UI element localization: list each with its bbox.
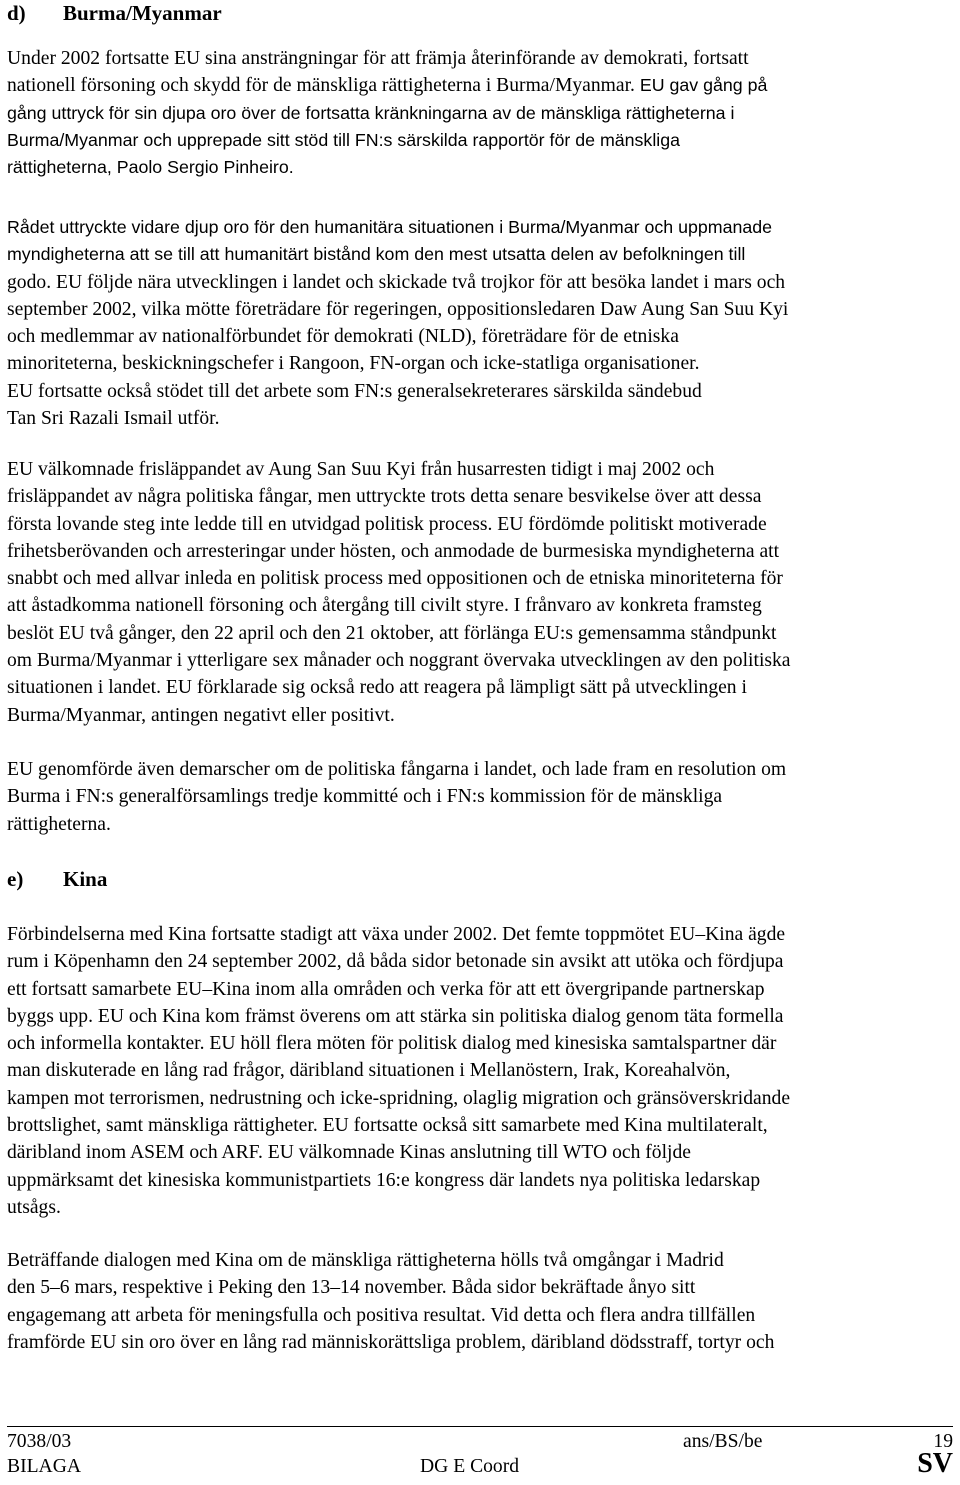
text-line: Burma/Myanmar och upprepade sitt stöd till FN:s särskilda rapportör för de mänskliga <box>7 129 681 150</box>
text-line: Burma/Myanmar, antingen negativt eller positivt. <box>7 704 395 726</box>
text-line: utsågs. <box>7 1196 61 1218</box>
text-line: framförde EU sin oro över en lång rad människorättsliga problem, däribland dödsstraff, tortyr och <box>7 1331 775 1353</box>
text-line: EU genomförde även demarscher om de politiska fångarna i landet, och lade fram en resolution om <box>7 759 787 780</box>
text-line: snabbt och med allvar inleda en politisk process med oppositionen och de etniska minoriteterna för <box>7 568 783 590</box>
text-line: myndigheterna att se till att humanitärt bistånd kom den mest utsatta delen av befolkningen till <box>7 244 746 265</box>
text-line: kampen mot terrorismen, nedrustning och icke-spridning, olaglig migration och gränsöverskridande <box>7 1087 791 1109</box>
paragraph-d4 <box>7 756 786 838</box>
section-heading-d <box>7 0 222 26</box>
text-line: Burma i FN:s generalförsamlings tredje kommitté och i FN:s kommission för de mänskliga <box>7 786 723 808</box>
text-line: Rådet uttryckte vidare djup oro för den humanitära situationen i Burma/Myanmar och uppmanade <box>7 217 773 237</box>
text-line: frisläppandet av några politiska fångar, men uttryckte trots detta senare besvikelse över att dessa <box>7 486 762 508</box>
text-line: september 2002, vilka mötte företrädare för regeringen, oppositionsledaren Daw Aung San Suu Kyi <box>7 298 789 320</box>
section-heading-e <box>7 866 107 892</box>
text-line: frihetsberövanden och arresteringar under hösten, och anmodade de burmesiska myndigheterna att <box>7 540 780 562</box>
paragraph-e1 <box>7 921 790 1221</box>
text-line: gång uttryck för sin djupa oro över de fortsatta kränkningarna av de mänskliga rättigheterna i <box>7 102 735 123</box>
text-line: EU fortsatte också stödet till det arbete som FN:s generalsekreterares särskilda sändebud <box>7 380 702 402</box>
text-line: minoriteterna, beskickningschefer i Rangoon, FN-organ och icke-statliga organisationer. <box>7 353 700 375</box>
text-line: godo. EU följde nära utvecklingen i landet och skickade två trojkor för att besöka landet i mars och <box>7 271 786 293</box>
text-line: Förbindelserna med Kina fortsatte stadigt att växa under 2002. Det femte toppmötet EU–Kina ägde <box>7 924 786 945</box>
text-line: om Burma/Myanmar i ytterligare sex månader och noggrant övervaka utvecklingen av den politiska <box>7 650 791 672</box>
paragraph-d2 <box>7 214 788 432</box>
text-line: den 5–6 mars, respektive i Peking den 13–14 november. Båda sidor bekräftade ånyo sitt <box>7 1277 696 1299</box>
text-line: uppmärksamt det kinesiska kommunistpartiets 16:e kongress där landets nya politiska ledarskap <box>7 1169 761 1191</box>
text-line: EU välkomnade frisläppandet av Aung San Suu Kyi från husarresten tidigt i maj 2002 och <box>7 459 715 480</box>
text-line: situationen i landet. EU förklarade sig också redo att reagera på lämpligt sätt på utvecklingen i <box>7 677 747 699</box>
text-line: byggs upp. EU och Kina kom främst överens om att stärka sin politiska dialog genom täta formella <box>7 1005 784 1027</box>
text-line: första lovande steg inte ledde till en utvidgad politisk process. EU fördömde politiskt motiverade <box>7 513 767 535</box>
text-line: Under 2002 fortsatte EU sina ansträngningar för att främja återinförande av demokrati, fortsatt <box>7 48 749 69</box>
text-line: och medlemmar av nationalförbundet för demokrati (NLD), företrädare för de etniska <box>7 326 679 348</box>
text-line: däribland inom ASEM och ARF. EU välkomnade Kinas anslutning till WTO och följde <box>7 1142 691 1164</box>
annex-label: BILAGA <box>7 1456 82 1477</box>
text-line: rum i Köpenhamn den 24 september 2002, då båda sidor betonade sin avsikt att utöka och fördjupa <box>7 951 784 973</box>
paragraph-d1 <box>7 45 767 181</box>
text-line: att åstadkomma nationell försoning och återgång till civilt styre. I frånvaro av konkreta framsteg <box>7 595 762 617</box>
text-line: och informella kontakter. EU höll flera möten för politisk dialog med kinesiska samtalspartner där <box>7 1033 777 1055</box>
text-line: Beträffande dialogen med Kina om de mänskliga rättigheterna hölls två omgångar i Madrid <box>7 1250 724 1271</box>
text-line: man diskuterade en lång rad frågor, däribland situationen i Mellanöstern, Irak, Koreahalvön, <box>7 1060 731 1082</box>
text-line: engagemang att arbeta för meningsfulla och positiva resultat. Vid detta och flera andra tillfällen <box>7 1304 756 1326</box>
text-line: beslöt EU två gånger, den 22 april och den 21 oktober, att förlänga EU:s gemensamma ståndpunkt <box>7 622 777 644</box>
language-code: SV <box>917 1448 953 1479</box>
paragraph-d3 <box>7 456 791 729</box>
author-initials: ans/BS/be <box>683 1431 763 1452</box>
text-line: brottslighet, samt mänskliga rättigheter. EU fortsatte också sitt samarbete med Kina multilateralt, <box>7 1115 768 1137</box>
page-number: 19 <box>933 1431 953 1452</box>
text-line: rättigheterna, Paolo Sergio Pinheiro. <box>7 157 294 178</box>
text-line: nationell försoning och skydd för de mänskliga rättigheterna i Burma/Myanmar. EU gav gång på <box>7 75 768 97</box>
text-line: rättigheterna. <box>7 813 111 835</box>
paragraph-e2 <box>7 1247 774 1356</box>
section-title: Kina <box>63 867 108 891</box>
text-line: Tan Sri Razali Ismail utför. <box>7 408 220 430</box>
section-title: Burma/Myanmar <box>63 1 222 25</box>
dg-label: DG E Coord <box>420 1456 520 1477</box>
doc-number: 7038/03 <box>7 1431 72 1452</box>
section-letter: d) <box>7 1 26 25</box>
text-line: ett fortsatt samarbete EU–Kina inom alla områden och verka för att ett övergripande partnerskap <box>7 978 765 1000</box>
section-letter: e) <box>7 867 24 891</box>
footer-divider <box>7 1426 953 1427</box>
